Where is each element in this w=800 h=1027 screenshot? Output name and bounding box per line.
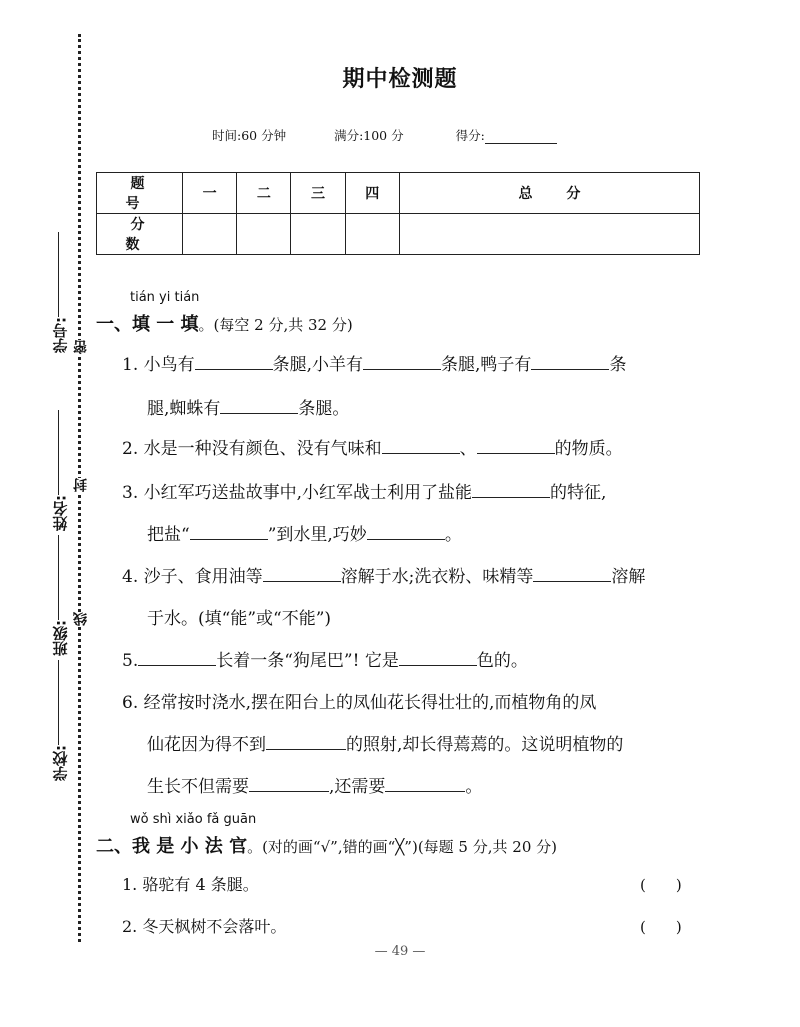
time-limit: 时间:60 分钟 [212,128,287,143]
student-id-field[interactable] [50,232,70,353]
name-label: 姓名: [51,495,70,531]
section2-title: 二、我 是 小 法 官 [96,836,248,857]
blank-5-1[interactable] [138,664,216,666]
student-id-label: 学号: [51,317,70,353]
score-cell-total[interactable] [399,214,699,255]
exam-meta [212,126,557,144]
question-6-line2: 仙花因为得不到 的照射,却长得蔫蔫的。这说明植物的 [147,735,624,755]
score-label: 得分: [455,128,485,143]
section1-title: 一、填 一 填 [96,314,199,335]
question-6-line1: 6. 经常按时浇水,摆在阳台上的凤仙花长得壮壮的,而植物角的凤 [122,693,597,713]
blank-2-1[interactable] [382,452,460,454]
section1-pinyin: tián yi tián [130,290,200,305]
blank-1-2[interactable] [363,368,441,370]
question-6-line3: 生长不但需要 ,还需要 。 [147,777,483,797]
section1-note: 。(每空 2 分,共 32 分) [198,316,353,334]
blank-5-2[interactable] [399,664,477,666]
cell-total: 总 分 [399,173,699,214]
question-2: 2. 水是一种没有颜色、没有气味和 、 的物质。 [122,439,623,459]
blank-6-2[interactable] [249,790,329,792]
score-cell-1[interactable] [183,214,237,255]
cell-score-label: 分 数 [97,214,183,255]
question-4-line1: 4. 沙子、食用油等 溶解于水;洗衣粉、味精等 溶解 [122,567,646,587]
blank-4-1[interactable] [263,580,341,582]
blank-3-2[interactable] [190,538,268,540]
cut-label-feng: 封 [73,478,89,492]
blank-1-1[interactable] [195,368,273,370]
question-1-line1: 1. 小鸟有 条腿,小羊有 条腿,鸭子有 条 [122,355,627,375]
judge-item-1: 1. 骆驼有 4 条腿。 [122,875,259,894]
cut-label-xian: 线 [73,612,89,626]
blank-6-3[interactable] [385,790,465,792]
school-label: 学校: [51,745,70,781]
blank-1-3[interactable] [531,368,609,370]
cell-part-1: 一 [183,173,237,214]
question-1-line2: 腿,蜘蛛有 条腿。 [147,399,350,419]
cell-part-4: 四 [345,173,399,214]
blank-1-4[interactable] [220,412,298,414]
cut-label-mi: 密 [73,340,89,354]
question-3-line2: 把盐“ ”到水里,巧妙 。 [147,525,462,545]
score-table-header-row [97,173,700,214]
blank-3-3[interactable] [367,538,445,540]
page-title: 期中检测题 [342,67,458,92]
class-field[interactable] [50,535,70,656]
score-cell-2[interactable] [237,214,291,255]
class-label: 班级: [51,620,70,656]
question-4-line2: 于水。(填“能”或“不能”) [147,609,332,629]
score-table [96,172,700,255]
section2-pinyin: wǒ shì xiǎo fǎ guān [130,812,257,827]
score-table-score-row [97,214,700,255]
score-blank[interactable] [485,129,557,144]
page-number: — 49 — [374,944,426,959]
full-score: 满分:100 分 [334,128,404,143]
name-field[interactable] [50,410,70,531]
blank-2-2[interactable] [477,452,555,454]
cell-question-no: 题 号 [97,173,183,214]
score-cell-4[interactable] [345,214,399,255]
question-3-line1: 3. 小红军巧送盐故事中,小红军战士利用了盐能 的特征, [122,483,607,503]
section1-heading [96,310,353,336]
blank-6-1[interactable] [266,748,346,750]
judge-answer-2[interactable]: ( ) [640,918,682,936]
section2-note: 。(对的画“√”,错的画“╳”)(每题 5 分,共 20 分) [247,838,557,856]
judge-item-2: 2. 冬天枫树不会落叶。 [122,917,287,936]
blank-4-2[interactable] [533,580,611,582]
judge-answer-1[interactable]: ( ) [640,876,682,894]
blank-3-1[interactable] [472,496,550,498]
cell-part-2: 二 [237,173,291,214]
school-field[interactable] [50,660,70,781]
question-5: 5. 长着一条“狗尾巴”! 它是 色的。 [122,651,528,671]
section2-heading [96,832,557,858]
cell-part-3: 三 [291,173,345,214]
score-cell-3[interactable] [291,214,345,255]
